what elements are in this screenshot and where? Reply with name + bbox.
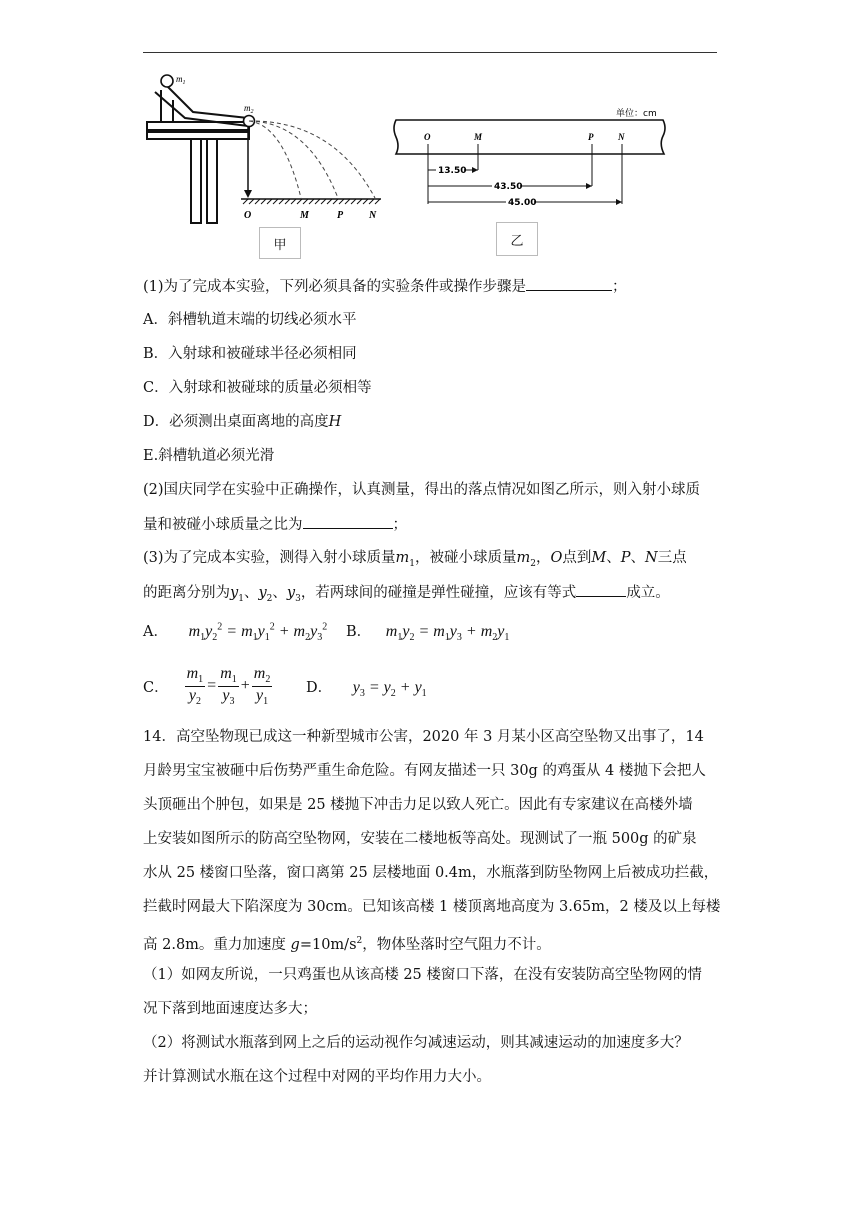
choice-a: A．斜槽轨道末端的切线必须水平 <box>143 312 357 328</box>
point-o: O <box>244 210 252 221</box>
q2-line1: (2)国庆同学在实验中正确操作，认真测量，得出的落点情况如图乙所示，则入射小球质 <box>143 482 701 498</box>
q14-sub2-line2: 并计算测试水瓶在这个过程中对网的平均作用力大小。 <box>143 1069 491 1085</box>
point-n: N <box>369 210 377 221</box>
q1-blank[interactable] <box>526 276 612 291</box>
ruler-point-o: O <box>424 132 431 142</box>
dist-om: 13.50 <box>438 166 467 176</box>
point-m: M <box>300 210 309 221</box>
q3-blank[interactable] <box>576 582 626 597</box>
q14-line5: 水从 25 楼窗口坠落，窗口离第 25 层楼地面 0.4m，水瓶落到防坠物网上后被成功拦截， <box>143 865 719 881</box>
q14-line1: 14．高空坠物现已成这一种新型城市公害，2020 年 3 月某小区高空坠物又出事了，14 <box>143 729 704 745</box>
q3-line1: (3)为了完成本实验，测得入射小球质量$m_1$，被碰小球质量$m_2$，O点到M、P、N三点 <box>143 550 687 569</box>
figure-b-label: 乙 <box>496 222 538 256</box>
figure-a-apparatus <box>143 70 383 225</box>
option-c[interactable]: C． $\frac{m_1}{y_2}$ = $\frac{m_1}{y_3}$ + $\frac{m_2}{y_1}$ <box>143 665 271 707</box>
q2-blank[interactable] <box>303 514 393 529</box>
q14-line7: 高 2.8m。重力加速度 $g=10m/s^2$，物体坠落时空气阻力不计。 <box>143 936 551 953</box>
option-d-label: D． <box>306 680 333 696</box>
choice-d: D．必须测出桌面离地的高度H <box>143 414 342 430</box>
choice-b: B．入射球和被碰球半径必须相同 <box>143 346 357 362</box>
q2-line2: 量和被碰小球质量之比为 ； <box>143 514 407 535</box>
unit-label: 单位：cm <box>616 109 657 119</box>
option-a[interactable]: A． $m_1y_2^2 = m_1y_1^2 + m_2y_3^2$ <box>143 621 328 644</box>
ruler-point-m: M <box>474 132 483 142</box>
ruler-point-n: N <box>618 132 625 142</box>
q14-line6: 拦截时网最大下陷深度为 30cm。已知该高楼 1 楼顶离地高度为 3.65m，2 楼及以上每楼 <box>143 899 721 915</box>
q14-sub1-line1: （1）如网友所说，一只鸡蛋也从该高楼 25 楼窗口下落，在没有安装防高空坠物网的情 <box>143 967 702 983</box>
q14-line3: 头顶砸出个肿包，如果是 25 楼抛下冲击力足以致人死亡。因此有专家建议在高楼外墙 <box>143 797 693 813</box>
q14-line4: 上安装如图所示的防高空坠物网，安装在二楼地板等高处。现测试了一瓶 500g 的矿泉 <box>143 831 697 847</box>
q1-stem: (1)为了完成本实验，下列必须具备的实验条件或操作步骤是 ； <box>143 276 627 297</box>
point-p: P <box>337 210 344 221</box>
option-b[interactable]: B． $m_1y_2 = m_1y_3 + m_2y_1$ <box>346 623 510 644</box>
dist-on: 45.00 <box>508 198 537 208</box>
header-rule <box>143 52 717 53</box>
dist-op: 43.50 <box>494 182 523 192</box>
q14-line2: 月龄男宝宝被砸中后伤势严重生命危险。有网友描述一只 30g 的鸡蛋从 4 楼抛下会把人 <box>143 763 706 779</box>
option-a-label: A． <box>143 624 168 640</box>
choice-c: C．入射球和被碰球的质量必须相等 <box>143 380 372 396</box>
figure-b-ruler <box>388 108 678 216</box>
option-c-label: C． <box>143 679 169 696</box>
label-m1: $m_1$ <box>176 74 186 86</box>
label-m2: $m_2$ <box>244 103 254 115</box>
q14-sub2-line1: （2）将测试水瓶落到网上之后的运动视作匀减速运动，则其减速运动的加速度多大？ <box>143 1035 689 1051</box>
q14-sub1-line2: 况下落到地面速度达多大； <box>143 1001 317 1017</box>
option-d[interactable]: D． $y_3 = y_2 + y_1$ <box>306 679 427 700</box>
figure-a-label: 甲 <box>259 227 301 259</box>
ruler-point-p: P <box>588 132 594 142</box>
q3-line2: 的距离分别为$y_1$、$y_2$、$y_3$，若两球间的碰撞是弹性碰撞，应该有等式 成立。 <box>143 582 670 609</box>
option-b-label: B． <box>346 624 372 640</box>
choice-e: E.斜槽轨道必须光滑 <box>143 448 275 464</box>
